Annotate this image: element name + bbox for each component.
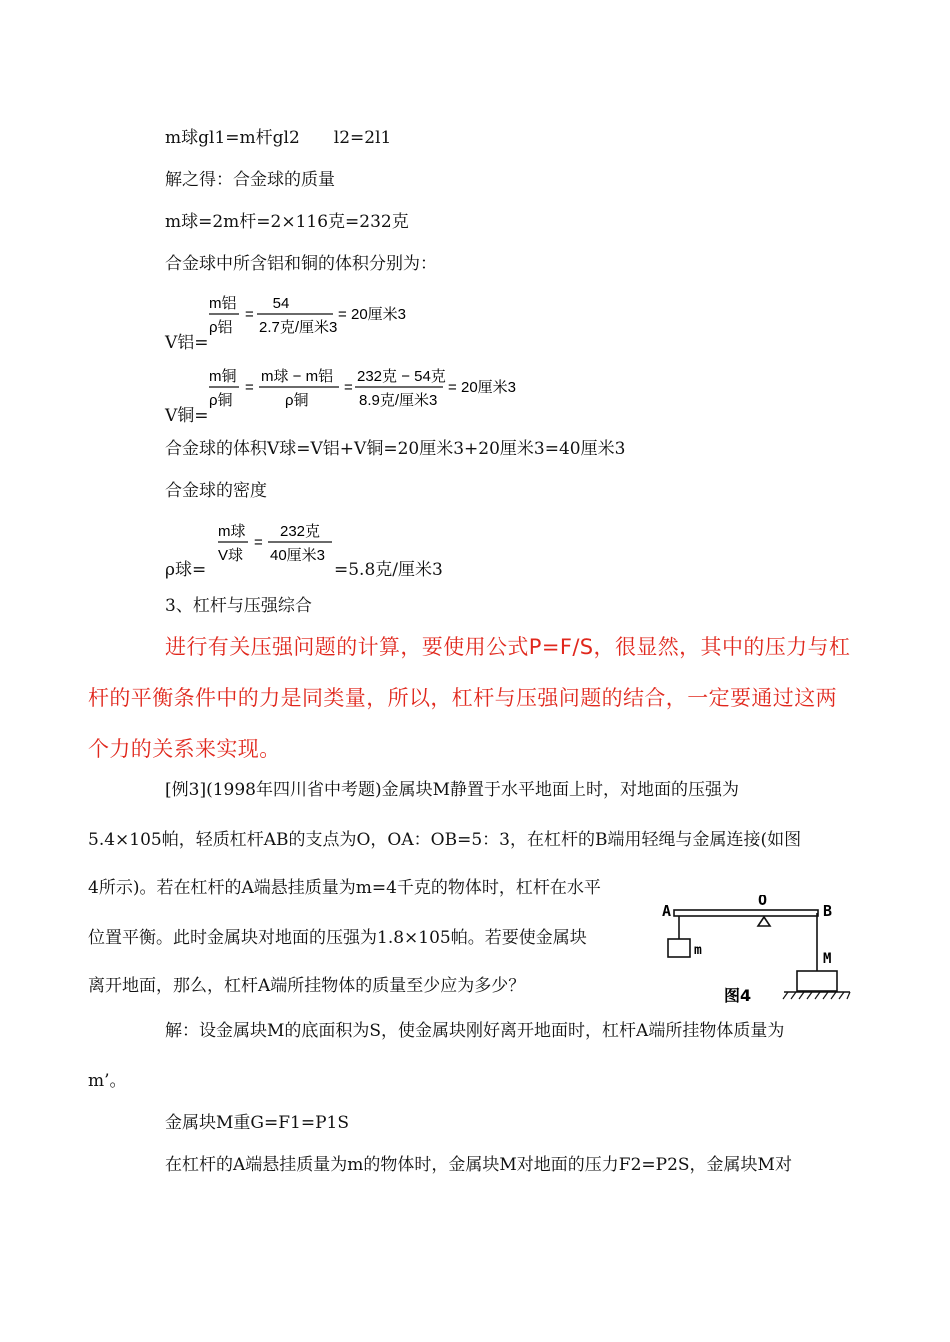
formula-al-result: 20厘米3 bbox=[351, 306, 407, 323]
formula-cu-num: m铜 bbox=[209, 368, 237, 385]
formula-cu-prefix: V铜= bbox=[165, 406, 209, 426]
section-heading: 3、杠杆与压强综合 bbox=[165, 596, 312, 616]
formula-cu bbox=[205, 365, 535, 419]
formula-cu-den: ρ铜 bbox=[209, 392, 233, 409]
text-line: 合金球中所含铝和铜的体积分别为： bbox=[165, 254, 437, 274]
ground-hatch bbox=[783, 992, 850, 999]
svg-text:=: = bbox=[448, 379, 457, 396]
text-line: m球gl1=m杆gl2 l2=2l1 bbox=[165, 128, 392, 148]
svg-text:=: = bbox=[344, 379, 353, 396]
formula-al-rhs-num: 54 bbox=[272, 295, 290, 312]
formula-al-den: ρ铝 bbox=[209, 319, 233, 336]
text-line: 解之得：合金球的质量 bbox=[165, 170, 335, 190]
label-o: O bbox=[758, 895, 768, 909]
solution-line: 在杠杆的A端悬挂质量为m的物体时，金属块M对地面的压力F2=P2S，金属块M对 bbox=[165, 1155, 792, 1175]
formula-cu-rhs-num: 232克 − 54克 bbox=[357, 368, 446, 385]
formula-rho-rhs-den: 40厘米3 bbox=[270, 547, 326, 564]
text-line: 合金球的密度 bbox=[165, 481, 267, 501]
figure-caption: 图4 bbox=[724, 986, 752, 1005]
formula-rho bbox=[214, 520, 334, 574]
formula-rho-den: V球 bbox=[218, 547, 244, 564]
highlight-line: 杆的平衡条件中的力是同类量，所以，杠杆与压强问题的结合，一定要通过这两 bbox=[88, 686, 837, 710]
formula-cu-mid-num: m球 − m铝 bbox=[261, 368, 334, 385]
svg-text:=: = bbox=[245, 306, 254, 323]
formula-al-num: m铝 bbox=[209, 295, 237, 312]
svg-text:=: = bbox=[245, 379, 254, 396]
formula-cu-mid-den: ρ铜 bbox=[285, 392, 309, 409]
formula-cu-result: 20厘米3 bbox=[461, 379, 517, 396]
lever-figure bbox=[660, 895, 865, 1011]
example-line: 位置平衡。此时金属块对地面的压强为1.8×105帕。若要使金属块 bbox=[88, 928, 587, 948]
solution-line: 金属块M重G=F1=P1S bbox=[165, 1113, 349, 1133]
formula-rho-suffix: =5.8克/厘米3 bbox=[334, 560, 443, 580]
label-b: B bbox=[823, 902, 833, 920]
highlight-line: 进行有关压强问题的计算，要使用公式P=F/S，很显然，其中的压力与杠 bbox=[165, 635, 851, 659]
fulcrum bbox=[758, 917, 770, 926]
formula-al bbox=[205, 292, 425, 346]
label-m: m bbox=[694, 943, 702, 958]
text-line: m球=2m杆=2×116克=232克 bbox=[165, 212, 409, 232]
formula-rho-rhs-num: 232克 bbox=[279, 523, 321, 540]
svg-text:=: = bbox=[254, 534, 263, 551]
formula-al-prefix: V铝= bbox=[165, 333, 209, 353]
example-line: [例3](1998年四川省中考题)金属块M静置于水平地面上时，对地面的压强为 bbox=[165, 780, 740, 800]
example-line: 离开地面，那么，杠杆A端所挂物体的质量至少应为多少？ bbox=[88, 976, 526, 996]
formula-rho-prefix: ρ球= bbox=[165, 560, 207, 580]
example-line: 4所示)。若在杠杆的A端悬挂质量为m=4千克的物体时，杠杆在水平 bbox=[88, 878, 601, 898]
svg-text:=: = bbox=[338, 306, 347, 323]
block-M bbox=[797, 971, 837, 991]
solution-line: m’。 bbox=[88, 1071, 127, 1091]
example-line: 5.4×105帕，轻质杠杆AB的支点为O，OA：OB=5：3，在杠杆的B端用轻绳与金属连接(如图 bbox=[88, 830, 802, 850]
highlight-line: 个力的关系来实现。 bbox=[88, 737, 281, 761]
formula-cu-rhs-den: 8.9克/厘米3 bbox=[359, 392, 438, 409]
mass-m bbox=[668, 939, 690, 957]
text-line: 合金球的体积V球=V铝+V铜=20厘米3+20厘米3=40厘米3 bbox=[165, 439, 626, 459]
formula-al-rhs-den: 2.7克/厘米3 bbox=[259, 319, 338, 336]
label-a: A bbox=[662, 902, 672, 920]
formula-rho-num: m球 bbox=[218, 523, 246, 540]
label-M: M bbox=[823, 951, 832, 967]
lever-bar bbox=[674, 910, 818, 916]
solution-line: 解：设金属块M的底面积为S，使金属块刚好离开地面时，杠杆A端所挂物体质量为 bbox=[165, 1021, 785, 1041]
